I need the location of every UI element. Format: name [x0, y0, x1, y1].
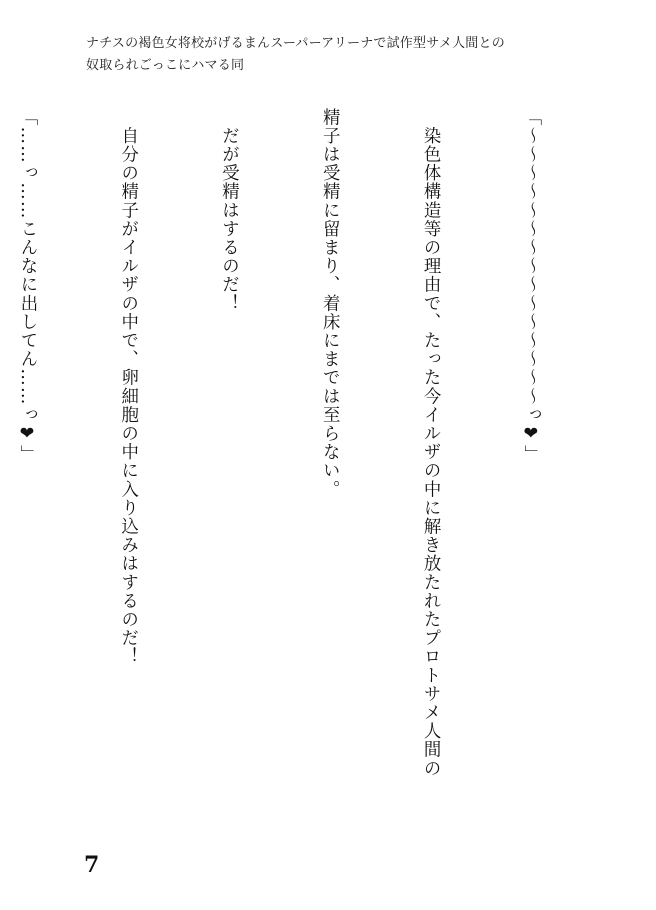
text-line: だが受精はするのだ！: [218, 108, 239, 313]
text-line: 染色体構造等の理由で、たった今イルザの中に解き放たれたプロトサメ人間の: [420, 108, 441, 778]
running-header: [86, 33, 516, 77]
vertical-body-text: [0, 108, 614, 836]
header-line-1: ナチスの褐色女将校がげるまんスーパーアリーナで試作型サメ人間との: [86, 36, 505, 51]
header-line-2: 奴取られごっこにハマる同: [86, 58, 245, 73]
text-line: 「〜〜〜〜〜〜〜〜〜〜〜〜〜〜〜っ❤」: [520, 108, 541, 464]
page-number: 7: [84, 852, 100, 878]
text-line: 精子は受精に留まり、着床にまでは至らない。: [319, 108, 340, 499]
text-line: 「……っ……こんなに出してん……っ❤」: [16, 108, 37, 464]
text-line: 自分の精子がイルザの中で、卵細胞の中に入り込みはするのだ！: [117, 108, 138, 666]
